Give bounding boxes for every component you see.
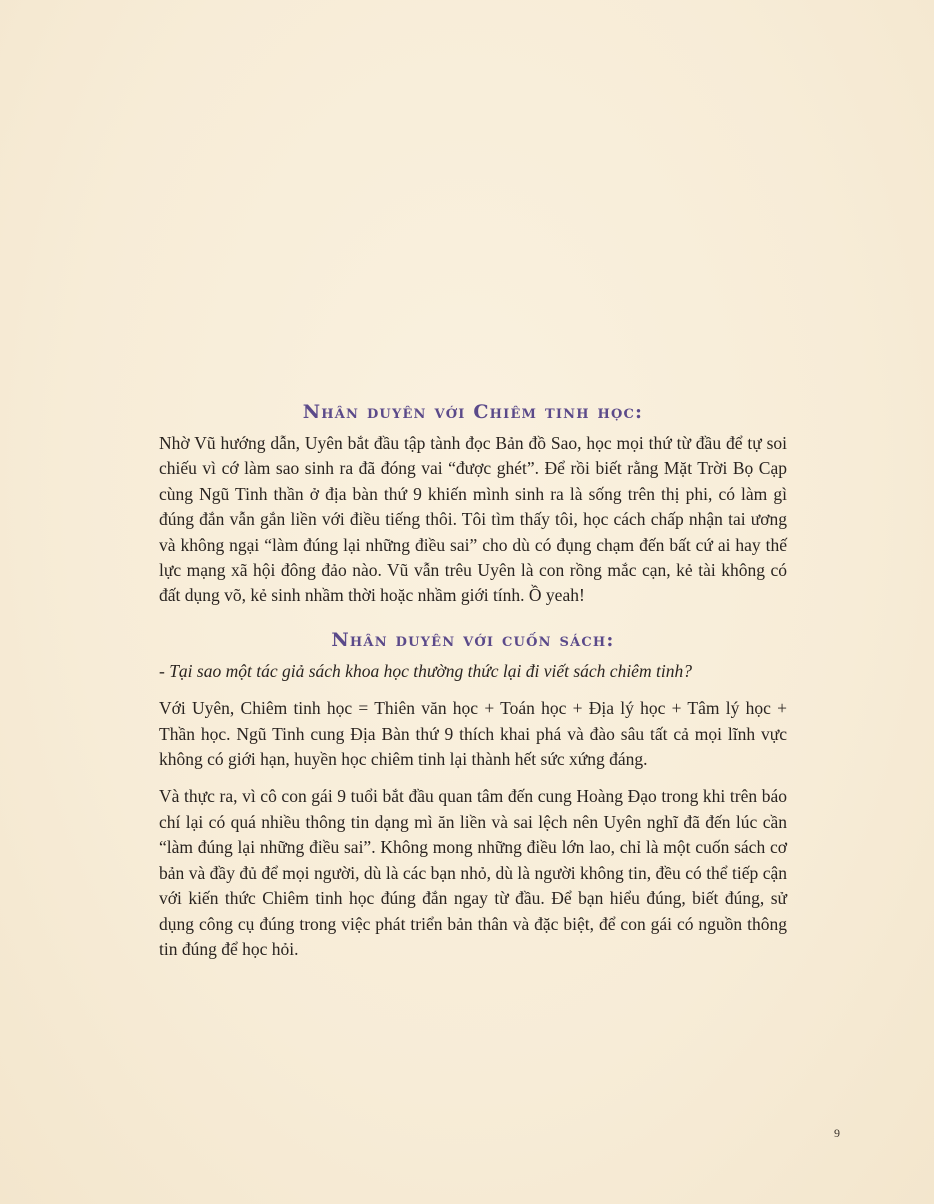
question-line: - Tại sao một tác giả sách khoa học thường thức lại đi viết sách chiêm tinh? [159,660,692,681]
page-content [159,397,787,962]
paragraph-motivation: Và thực ra, vì cô con gái 9 tuổi bắt đầu quan tâm đến cung Hoàng Đạo trong khi trên báo chí lại có quá nhiều thông tin dạng mì ăn liền và sai lệch nên Uyên nghĩ đã đến lúc cần “làm đúng lại những điều sai”. Không mong những điều lớn lao, chỉ là một cuốn sách cơ bản và đầy đủ để mọi người, dù là các bạn nhỏ, dù là người không tin, đều có thể tiếp cận với kiến thức Chiêm tinh học đúng đắn ngay từ đầu. Để bạn hiểu đúng, biết đúng, sử dụng công cụ đúng trong việc phát triển bản thân và đặc biệt, để con gái có nguồn thông tin đúng để học hỏi. [159,786,787,959]
page-number: 9 [834,1126,840,1140]
paragraph-astrology: Nhờ Vũ hướng dẫn, Uyên bắt đầu tập tành đọc Bản đồ Sao, học mọi thứ từ đầu để tự soi chiếu vì cớ làm sao sinh ra đã đóng vai “được ghét”. Để rồi biết rằng Mặt Trời Bọ Cạp cùng Ngũ Tinh thần ở địa bàn thứ 9 khiến mình sinh ra là sống trên thị phi, có làm gì đúng đắn vẫn gắn liền với điều tiếng thôi. Tôi tìm thấy tôi, học cách chấp nhận tai ương và không ngại “làm đúng lại những điều sai” cho dù có đụng chạm đến bất cứ ai hay thế lực mạng xã hội đông đảo nào. Vũ vẫn trêu Uyên là con rồng mắc cạn, kẻ tài không có đất dụng võ, kẻ sinh nhầm thời hoặc nhầm giới tính. Ồ yeah! [159,433,787,606]
section-heading-astrology: Nhân duyên với Chiêm tinh học: [302,401,644,423]
paragraph-definition: Với Uyên, Chiêm tinh học = Thiên văn học + Toán học + Địa lý học + Tâm lý học + Thần học. Ngũ Tinh cung Địa Bàn thứ 9 thích khai phá và đào sâu tất cả mọi lĩnh vực không có giới hạn, huyền học chiêm tinh lại thành hết sức xứng đáng. [159,698,787,770]
section-heading-book: Nhân duyên với cuốn sách: [331,628,615,651]
